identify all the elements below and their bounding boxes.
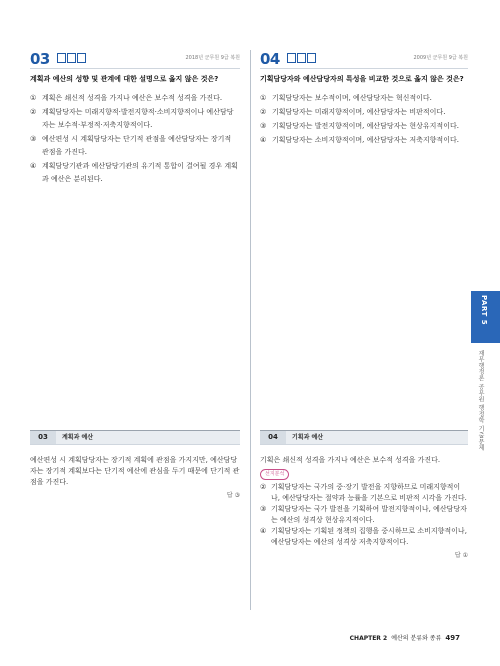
- answer-number: 04: [260, 431, 286, 444]
- option-4: ④ 기획담당자는 소비지향적이며, 예산담당자는 저축지향적이다.: [260, 136, 459, 144]
- option-3: ③ 예산편성 시 계획담당자는 단기적 관점을 예산담당자는 장기적 관점을 가진다.: [30, 135, 232, 156]
- answer-key: 답 ①: [454, 552, 468, 559]
- option-2: ② 기획담당자는 미래지향적이며, 예산담당자는 비판적이다.: [260, 108, 446, 116]
- checkbox-boxes-icon: [57, 53, 86, 63]
- answer-text: 기획은 쇄신적 성격을 가지나 예산은 보수적 성격을 가진다.: [260, 456, 441, 464]
- answer-key: 답 ③: [226, 492, 240, 499]
- question-04-header: [260, 52, 468, 69]
- checkbox-boxes-icon: [287, 53, 316, 63]
- answer-header: [30, 430, 240, 445]
- analysis-note: ③ 기획담당자는 국가 발전을 기획하여 발전지향적이나, 예산담당자는 예산의 성격상 현상유지적이다.: [260, 505, 467, 524]
- answer-header: [260, 430, 468, 445]
- page-footer: [350, 633, 460, 642]
- option-2: ② 계획담당자는 미래지향적·발전지향적·소비지향적이나 예산담당자는 보수적·부정적·저축지향적이다.: [30, 108, 234, 129]
- question-number: 03: [30, 50, 50, 68]
- part-tab: PART 5: [471, 291, 500, 343]
- question-source: 2009년 군무원 9급 복원: [413, 55, 468, 61]
- chapter-label: CHAPTER 2: [349, 635, 388, 642]
- analysis-note: ④ 기획담당자는 기획된 정책의 집행을 중시하므로 소비지향적이나, 예산담당자는 예산의 성격상 저축지향적이다.: [260, 527, 467, 546]
- question-03: [30, 52, 240, 187]
- answer-04: [260, 430, 468, 559]
- option-analysis-badge: 선지분석: [260, 469, 289, 480]
- section-label: 예산의 분류와 종류: [391, 635, 442, 642]
- answer-body: [260, 455, 468, 548]
- question-text: 기획담당자와 예산담당자의 특성을 비교한 것으로 옳지 않은 것은?: [260, 75, 464, 83]
- option-1: ① 기획담당자는 보수적이며, 예산담당자는 혁신적이다.: [260, 94, 432, 102]
- options-list: [30, 92, 240, 186]
- question-03-header: [30, 52, 240, 69]
- option-1: ① 계획은 쇄신적 성격을 가지나 예산은 보수적 성격을 가진다.: [30, 94, 223, 102]
- answer-number: 03: [30, 431, 56, 444]
- question-04: [260, 52, 468, 148]
- answer-body: 예산편성 시 계획담당자는 장기적 계획에 관점을 가지지만, 예산담당자는 장기적 계획보다는 단기적 예산에 관심을 두기 때문에 단기적 관점을 가진다.: [30, 456, 240, 486]
- answer-title: 기획과 예산: [292, 434, 324, 441]
- question-text: 계획과 예산의 성향 및 관계에 대한 설명으로 옳지 않은 것은?: [30, 75, 219, 83]
- question-number: 04: [260, 50, 280, 68]
- analysis-note: ② 기획담당자는 국가의 중·장기 발전을 지향하므로 미래지향적이나, 예산담당자는 절약과 능률을 기본으로 비판적 시각을 가진다.: [260, 483, 467, 502]
- column-divider: [250, 50, 251, 610]
- options-list: [260, 92, 468, 147]
- answer-title: 계획과 예산: [62, 434, 94, 441]
- option-4: ④ 계획담당기관과 예산담당기관의 유기적 통합이 결여될 경우 계획과 예산은 분리된다.: [30, 162, 238, 183]
- side-vertical-text: 재무행정론 공무원 행정학 기출문제: [477, 350, 484, 452]
- option-3: ③ 기획담당자는 발전지향적이며, 예산담당자는 현상유지적이다.: [260, 122, 459, 130]
- page-number: 497: [445, 634, 460, 642]
- answer-03: [30, 430, 240, 499]
- question-source: 2018년 군무원 9급 복원: [185, 55, 240, 61]
